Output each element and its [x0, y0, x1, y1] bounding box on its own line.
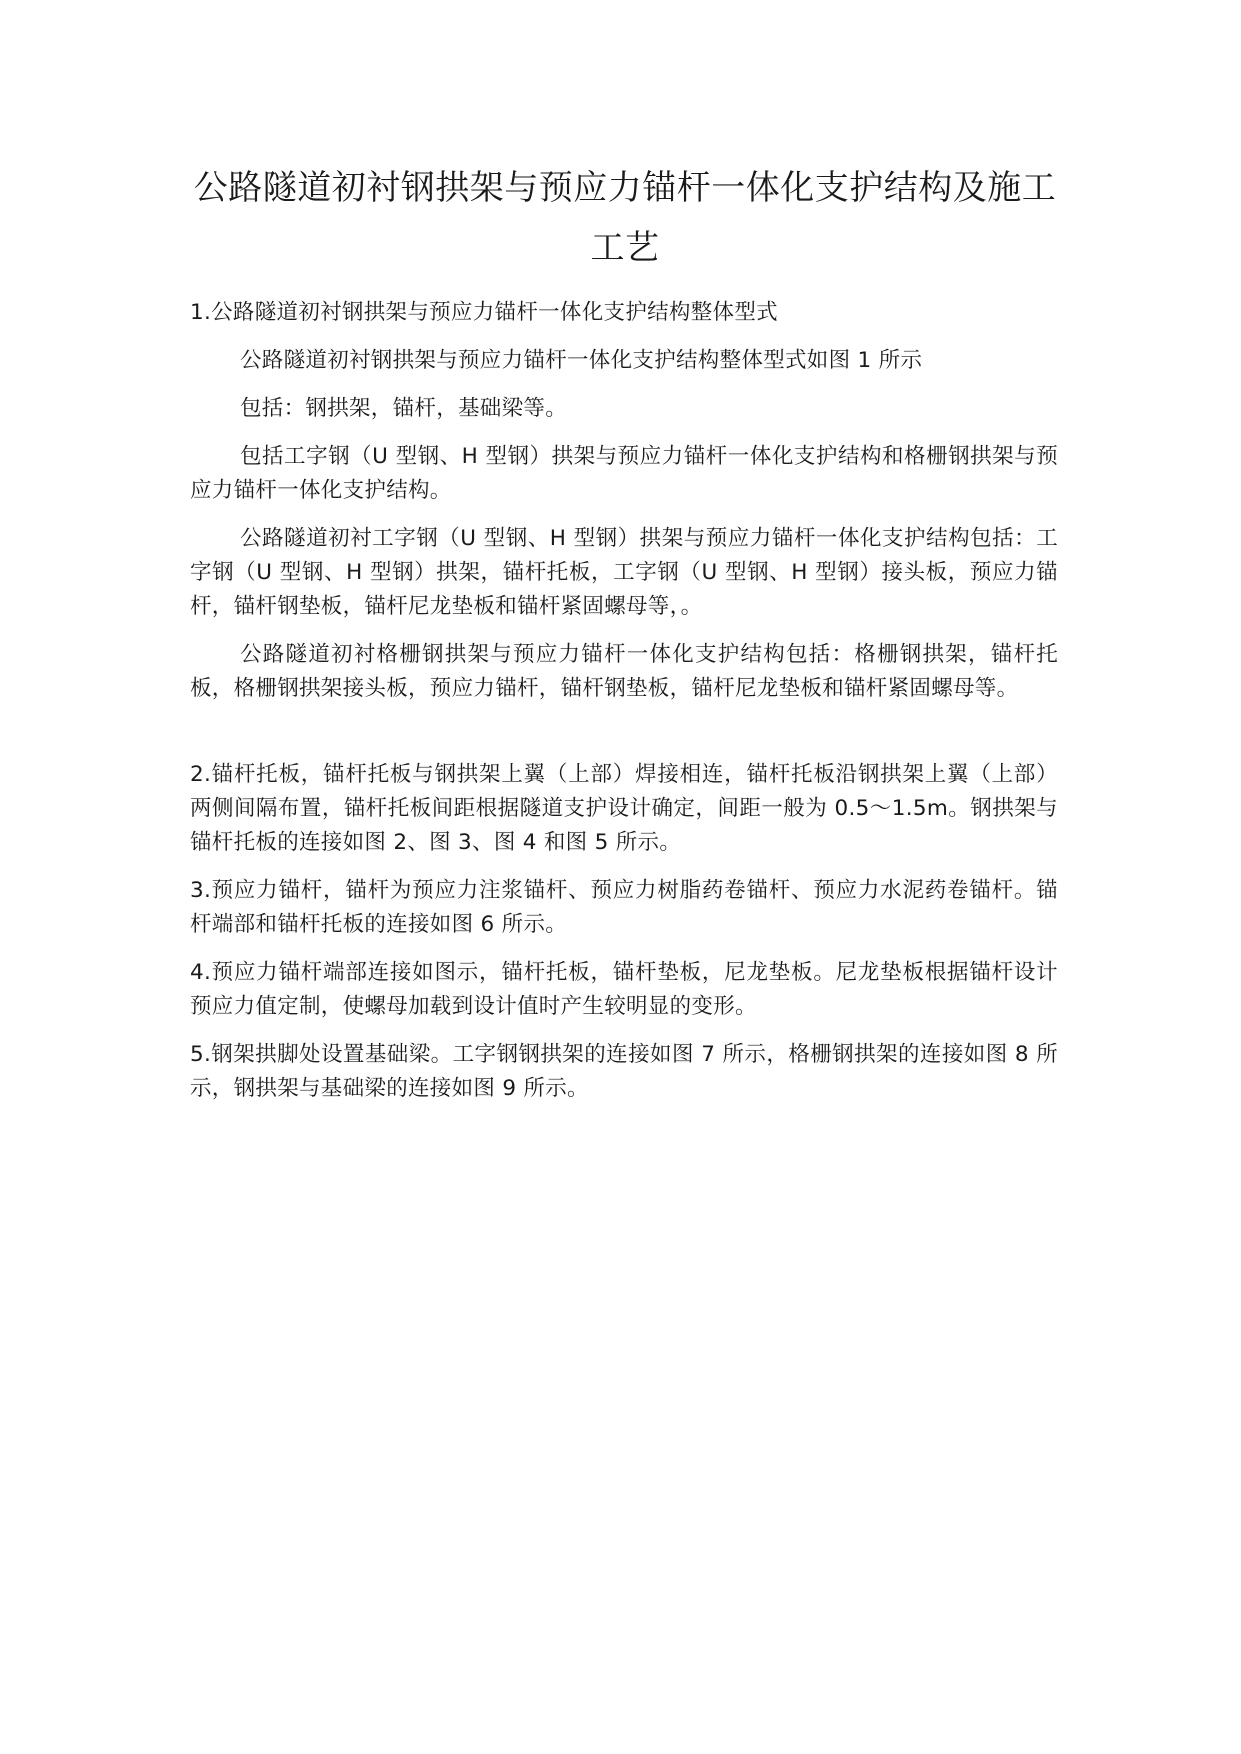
- section-2-paragraph: 2.锚杆托板，锚杆托板与钢拱架上翼（上部）焊接相连，锚杆托板沿钢拱架上翼（上部）两侧间隔布置，锚杆托板间距根据隧道支护设计确定，间距一般为 0.5～1.5m。钢拱架与锚杆托板的连接如图 2、图 3、图 4 和图 5 所示。: [190, 762, 1058, 855]
- document-body: [190, 296, 1058, 1120]
- paragraph-structure-types: 包括工字钢（U 型钢、H 型钢）拱架与预应力锚杆一体化支护结构和格栅钢拱架与预应力锚杆一体化支护结构。: [190, 444, 1058, 503]
- paragraph-overall-form: 公路隧道初衬钢拱架与预应力锚杆一体化支护结构整体型式如图 1 所示: [240, 348, 923, 373]
- section-1-heading: 1.公路隧道初衬钢拱架与预应力锚杆一体化支护结构整体型式: [190, 300, 778, 325]
- paragraph-i-steel-structure: 公路隧道初衬工字钢（U 型钢、H 型钢）拱架与预应力锚杆一体化支护结构包括：工字钢（U 型钢、H 型钢）拱架，锚杆托板，工字钢（U 型钢、H 型钢）接头板，预应力锚杆，锚杆钢垫板，锚杆尼龙垫板和锚杆紧固螺母等，。: [190, 526, 1058, 619]
- section-4-paragraph: 4.预应力锚杆端部连接如图示，锚杆托板，锚杆垫板，尼龙垫板。尼龙垫板根据锚杆设计预应力值定制，使螺母加载到设计值时产生较明显的变形。: [190, 960, 1058, 1019]
- section-5-paragraph: 5.钢架拱脚处设置基础梁。工字钢钢拱架的连接如图 7 所示，格栅钢拱架的连接如图 8 所示，钢拱架与基础梁的连接如图 9 所示。: [190, 1042, 1058, 1101]
- document-title: 公路隧道初衬钢拱架与预应力锚杆一体化支护结构及施工工艺: [193, 168, 1057, 268]
- paragraph-components: 包括：钢拱架，锚杆，基础梁等。: [240, 396, 568, 421]
- paragraph-grid-steel-structure: 公路隧道初衬格栅钢拱架与预应力锚杆一体化支护结构包括：格栅钢拱架，锚杆托板，格栅钢拱架接头板，预应力锚杆，锚杆钢垫板，锚杆尼龙垫板和锚杆紧固螺母等。: [190, 642, 1058, 701]
- section-3-paragraph: 3.预应力锚杆，锚杆为预应力注浆锚杆、预应力树脂药卷锚杆、预应力水泥药卷锚杆。锚杆端部和锚杆托板的连接如图 6 所示。: [190, 878, 1058, 937]
